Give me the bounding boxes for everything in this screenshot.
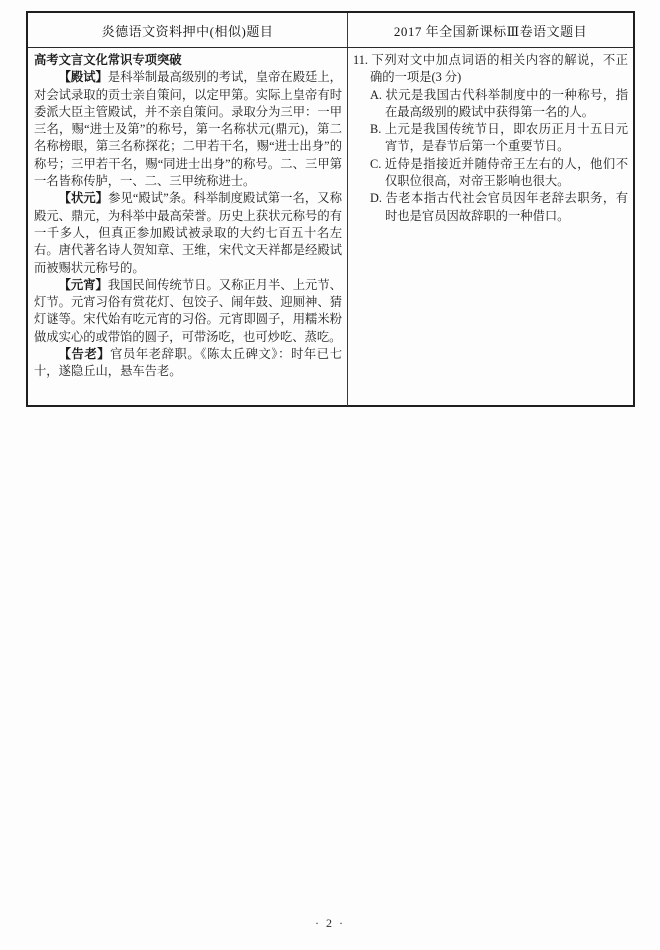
- right-cell-exam-question: [348, 48, 633, 406]
- option-label: D.: [370, 191, 382, 206]
- option-list: [353, 87, 628, 225]
- table-header-right: 2017 年全国新课标Ⅲ卷语文题目: [393, 23, 588, 39]
- option-label: C.: [370, 156, 382, 171]
- table-header-left: 炎德语文资料押中(相似)题目: [28, 13, 348, 47]
- option-c: [370, 156, 628, 191]
- option-a: [370, 87, 628, 122]
- page-number: · 2 ·: [315, 916, 345, 930]
- question-text: 下列对文中加点词语的相关内容的解说，不正确的一项是(3 分): [370, 53, 628, 85]
- comparison-table: [26, 11, 635, 407]
- glossary-entry-zhuangyuan: [34, 190, 342, 276]
- option-d: [370, 190, 628, 225]
- glossary-entry-yuanxiao: [34, 277, 342, 346]
- entry-term: 【状元】: [58, 191, 109, 206]
- option-text: 上元是我国传统节日，即农历正月十五日元宵节，是春节后第一个重要节日。: [384, 122, 628, 154]
- option-label: B.: [370, 122, 382, 137]
- option-text: 告老本指古代社会官员因年老辞去职务，有时也是官员因故辞职的一种借口。: [384, 191, 628, 223]
- question-number: 11.: [353, 53, 368, 67]
- section-heading: 高考文言文化常识专项突破: [34, 53, 182, 67]
- question-11: [353, 52, 628, 87]
- glossary-entry-dianshi: [34, 69, 342, 190]
- option-text: 近侍是指接近并随侍帝王左右的人，他们不仅职位很高，对帝王影响也很大。: [384, 156, 628, 189]
- left-cell-similar-material: [28, 48, 348, 406]
- entry-term: 【元宵】: [58, 277, 108, 292]
- table-body-row: [28, 48, 633, 406]
- entry-text: 是科举制最高级别的考试，皇帝在殿廷上，对会试录取的贡士亲自策问，以定甲第。实际上皇帝有时委派大臣主管殿试，并不亲自策问。录取分为三甲：一甲三名，赐“进士及第”的称号，第一名称状元(鼎元)，第二名称榜眼，第三名称探花；二甲若干名，赐“进士出身”的称号；三甲若干名，赐“同进士出身”的称号。二、三甲第一名皆称传胪，一、二、三甲统称进士。: [34, 70, 342, 189]
- table-header-row: [28, 13, 633, 48]
- entry-text: 我国民间传统节日。又称正月半、上元节、灯节。元宵习俗有赏花灯、包饺子、闹年鼓、迎厕神、猜灯谜等。宋代始有吃元宵的习俗。元宵即圆子，用糯米粉做成实心的或带馅的圆子，可带汤吃，也可炒吃、蒸吃。: [34, 277, 342, 344]
- option-label: A.: [370, 87, 382, 102]
- entry-text: 参见“殿试”条。科举制度殿试第一名，又称殿元、鼎元，为科举中最高荣誉。历史上获状元称号的有一千多人，但真正参加殿试被录取的大约七百五十名左右。唐代著名诗人贺知章、王维，宋代文天祥都是经殿试而被赐状元称号的。: [34, 191, 342, 275]
- glossary-entry-gaolao: [34, 346, 342, 381]
- entry-text: 官员年老辞职。《陈太丘碑文》：时年已七十，遂隐丘山，悬车告老。: [34, 347, 342, 379]
- option-text: 状元是我国古代科举制度中的一种称号，指在最高级别的殿试中获得第一名的人。: [384, 87, 628, 119]
- entry-term: 【殿试】: [58, 70, 108, 85]
- entry-term: 【告老】: [58, 347, 111, 362]
- option-b: [370, 121, 628, 156]
